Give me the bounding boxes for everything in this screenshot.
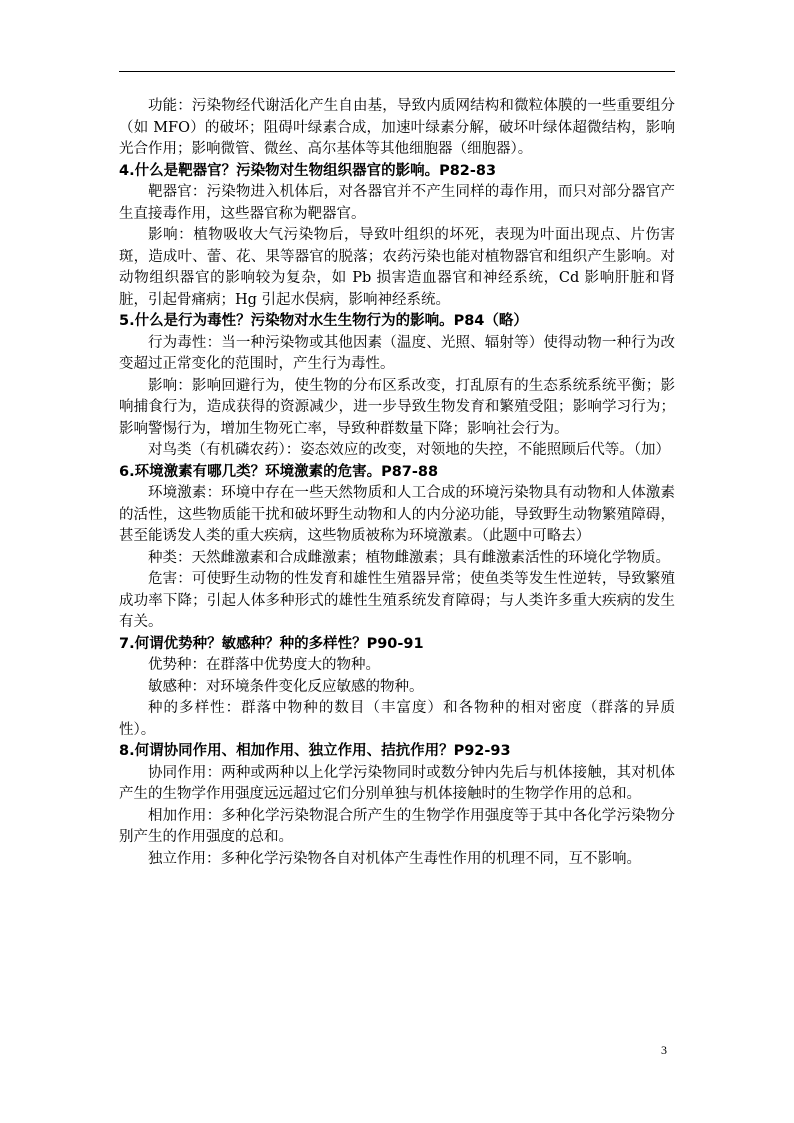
paragraph-function: 功能：污染物经代谢活化产生自由基，导致内质网结构和微粒体膜的一些重要组分（如 MFO）的破坏；阻碍叶绿素合成，加速叶绿素分解，破坏叶绿体超微结构，影响光合作用；影响微管、微丝、高尔基体等其他细胞器（细胞器）。 [119,98,675,157]
paragraph-hormone-types: 种类：天然雌激素和合成雌激素；植物雌激素；具有雌激素活性的环境化学物质。 [148,549,670,566]
paragraph-hormone-hazards: 危害：可使野生动物的性发育和雄性生殖器异常；使鱼类等发生性逆转，导致繁殖成功率下降；引起人体多种形式的雄性生殖系统发育障碍；与人类许多重大疾病的发生有关。 [119,571,675,630]
paragraph-sensitive-species: 敏感种：对环境条件变化反应敏感的物种。 [148,678,424,695]
heading-q5-behavioral-toxicity: 5.什么是行为毒性？污染物对水生生物行为的影响。P84（略） [119,313,528,329]
paragraph-birds: 对鸟类（有机磷农药）：姿态效应的改变，对领地的失控，不能照顾后代等。（加） [148,442,670,458]
paragraph-organ-effects: 影响：植物吸收大气污染物后，导致叶组织的坏死，表现为叶面出现点、片伤害斑，造成叶、蕾、花、果等器官的脱落；农药污染也能对植物器官和组织产生影响。对动物组织器官的影响较为复杂，如 Pb 损害造血器官和神经系统，Cd 影响肝脏和肾脏，引起骨痛病；Hg 引起水俣病，影响神经系统。 [119,227,675,308]
paragraph-behavioral-toxicity-definition: 行为毒性：当一种污染物或其他因素（温度、光照、辐射等）使得动物一种行为改变超过正常变化的范围时，产生行为毒性。 [119,334,675,372]
page-number: 3 [661,1043,667,1057]
paragraph-species-diversity: 种的多样性：群落中物种的数目（丰富度）和各物种的相对密度（群落的异质性）。 [119,700,675,738]
paragraph-environmental-hormone-definition: 环境激素：环境中存在一些天然物质和人工合成的环境污染物具有动物和人体激素的活性，这些物质能干扰和破坏野生动物和人的内分泌功能，导致野生动物繁殖障碍，甚至能诱发人类的重大疾病，这些物质被称为环境激素。（此题中可略去） [119,485,675,544]
document-body [119,96,675,870]
heading-q7-species: 7.何谓优势种？敏感种？种的多样性？P90-91 [119,635,424,652]
paragraph-behavior-effects: 影响：影响回避行为，使生物的分布区系改变，打乱原有的生态系统系统平衡；影响捕食行为，造成获得的资源减少，进一步导致生物发育和繁殖受阻；影响学习行为；影响警惕行为，增加生物死亡率，导致种群数量下降；影响社会行为。 [119,377,675,437]
heading-q4-target-organ: 4.什么是靶器官？污染物对生物组织器官的影响。P82-83 [119,162,497,179]
paragraph-synergism: 协同作用：两种或两种以上化学污染物同时或数分钟内先后与机体接触，其对机体产生的生物学作用强度远远超过它们分别单独与机体接触时的生物学作用的总和。 [119,764,675,802]
heading-q8-interactions: 8.何谓协同作用、相加作用、独立作用、拮抗作用？P92-93 [119,743,511,759]
header-rule [119,71,675,72]
paragraph-target-organ-definition: 靶器官：污染物进入机体后，对各器官并不产生同样的毒作用，而只对部分器官产生直接毒作用，这些器官称为靶器官。 [119,184,675,222]
heading-q6-environmental-hormones: 6.环境激素有哪几类？环境激素的危害。P87-88 [119,463,439,480]
paragraph-dominant-species: 优势种：在群落中优势度大的物种。 [148,657,380,673]
paragraph-additive-effect: 相加作用：多种化学污染物混合所产生的生物学作用强度等于其中各化学污染物分别产生的作用强度的总和。 [119,807,675,845]
paragraph-independent-effect: 独立作用：多种化学污染物各自对机体产生毒性作用的机理不同，互不影响。 [148,850,641,867]
